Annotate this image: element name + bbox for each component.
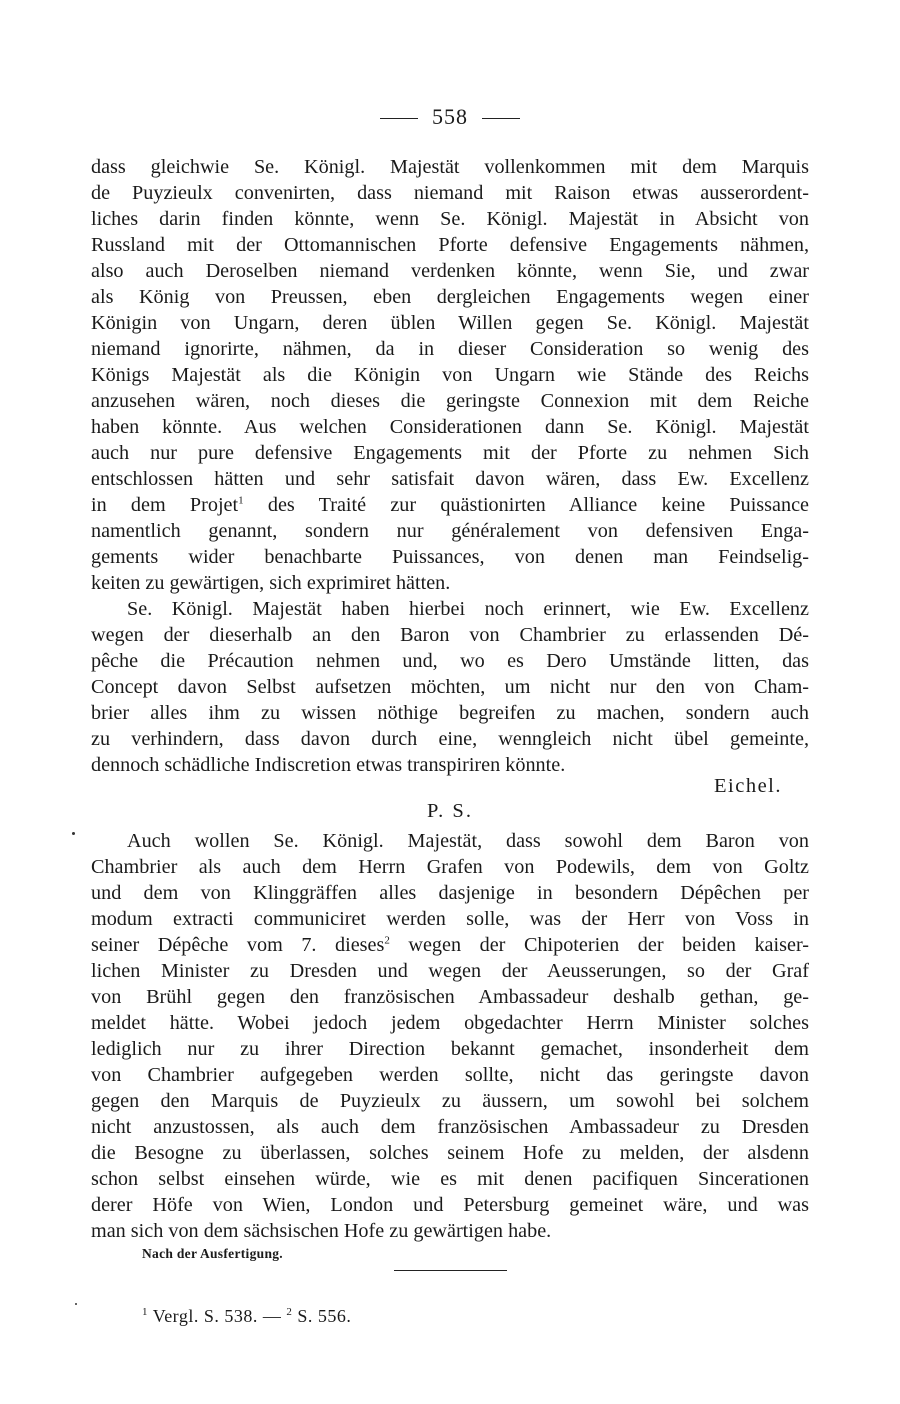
text-line: wegen der dieserhalb an den Baron von Chambrier zu erlassenden Dé- [91,624,809,646]
text-line: Königin von Ungarn, deren üblen Willen gegen Se. Königl. Majestät [91,312,809,334]
source-note: Nach der Ausfertigung. [142,1246,283,1261]
text-segment: in dem Projet [91,494,239,516]
text-line: de Puyzieulx convenirten, dass niemand mit Raison etwas ausserordent- [91,182,809,204]
text-segment: seiner Dépêche vom 7. dieses [91,934,385,956]
text-line: pêche die Précaution nehmen und, wo es Dero Umstände litten, das [91,650,809,672]
postscript-heading: P. S. [427,800,473,822]
text-line: nicht anzustossen, als auch dem französischen Ambassadeur zu Dresden [91,1116,809,1138]
text-line: Concept davon Selbst aufsetzen möchten, um nicht nur den von Cham- [91,676,809,698]
text-segment: des Traité zur quästionirten Alliance keine Puissance [267,494,809,516]
text-line: gegen den Marquis de Puyzieulx zu äussern, um sowohl bei solchem [91,1090,809,1112]
text-line: von Brühl gegen den französischen Ambassadeur deshalb gethan, ge- [91,986,809,1008]
text-line: gements wider benachbarte Puissances, von denen man Feindselig- [91,546,809,568]
footnote-1-mark: 1 [142,1306,148,1318]
footnote-ref-1: 1 [238,494,244,507]
header-dash-right [482,118,520,119]
footnote-2-text: S. 556. [297,1306,352,1326]
print-speck [72,832,75,835]
text-line: als König von Preussen, eben dergleichen Engagements wegen einer [91,286,809,308]
text-line: brier alles ihm zu wissen nöthige begreifen zu machen, sondern auch [91,702,809,724]
paragraph-1 [91,154,809,596]
text-line: auch nur pure defensive Engagements mit der Pforte zu nehmen Sich [91,442,809,464]
text-line: zu verhindern, dass davon durch eine, wenngleich nicht übel gemeinte, [91,728,809,750]
text-line: und dem von Klinggräffen alles dasjenige in besondern Dépêchen per [91,882,809,904]
text-line: liches darin finden könnte, wenn Se. Königl. Majestät in Absicht von [91,208,809,230]
footnote-1-text: Vergl. S. 538. — [152,1306,282,1326]
text-line: also auch Deroselben niemand verdenken könnte, wenn Sie, und zwar [91,260,809,282]
paragraph-2 [91,596,809,778]
text-line: Auch wollen Se. Königl. Majestät, dass sowohl dem Baron von [127,830,809,852]
text-line: man sich von dem sächsischen Hofe zu gewärtigen habe. [91,1220,552,1242]
text-segment: wegen der Chipoterien der beiden kaiser- [408,934,809,956]
text-line: anzusehen wären, noch dieses die geringste Connexion mit dem Reiche [91,390,809,412]
text-line: schon selbst einsehen würde, wie es mit denen pacifiquen Sincerationen [91,1168,809,1190]
page-header [0,104,900,130]
text-line: modum extracti communiciret werden solle, was der Herr von Voss in [91,908,809,930]
paragraph-3 [91,828,809,1244]
text-line: von Chambrier aufgegeben werden sollte, nicht das geringste davon [91,1064,809,1086]
text-line: Russland mit der Ottomannischen Pforte defensive Engagements nähmen, [91,234,809,256]
text-line: dass gleichwie Se. Königl. Majestät vollenkommen mit dem Marquis [91,156,809,178]
page-number: 558 [432,104,468,129]
header-dash-left [380,118,418,119]
text-line: namentlich genannt, sondern nur généralement von defensiven Enga- [91,520,809,542]
text-line: Königs Majestät als die Königin von Ungarn wie Stände des Reichs [91,364,809,386]
text-line: dennoch schädliche Indiscretion etwas transpiriren könnte. [91,754,566,776]
text-line: niemand ignorirte, nähmen, da in dieser Consideration so wenig des [91,338,809,360]
text-line: haben könnte. Aus welchen Considerationen dann Se. Königl. Majestät [91,416,809,438]
text-line: die Besogne zu überlassen, solches seinem Hofe zu melden, der alsdenn [91,1142,809,1164]
text-line: lichen Minister zu Dresden und wegen der Aeusserungen, so der Graf [91,960,809,982]
footnote-divider [394,1270,507,1271]
text-line: lediglich nur zu ihrer Direction bekannt gemachet, insonderheit dem [91,1038,809,1060]
text-line [91,932,809,958]
text-line: Se. Königl. Majestät haben hierbei noch erinnert, wie Ew. Excellenz [127,598,809,620]
footnotes [142,1306,351,1327]
text-line: meldet hätte. Wobei jedoch jedem obgedachter Herrn Minister solches [91,1012,809,1034]
text-line: keiten zu gewärtigen, sich exprimiret hätten. [91,572,451,594]
footnote-ref-2: 2 [384,934,390,947]
footnote-2-mark: 2 [286,1306,293,1318]
print-speck [75,1303,77,1305]
text-line: derer Höfe von Wien, London und Petersburg gemeinet wäre, und was [91,1194,809,1216]
text-line: Chambrier als auch dem Herrn Grafen von Podewils, dem von Goltz [91,856,809,878]
text-line [91,492,809,518]
text-line: entschlossen hätten und sehr satisfait davon wären, dass Ew. Excellenz [91,468,809,490]
signature: Eichel. [714,775,782,797]
